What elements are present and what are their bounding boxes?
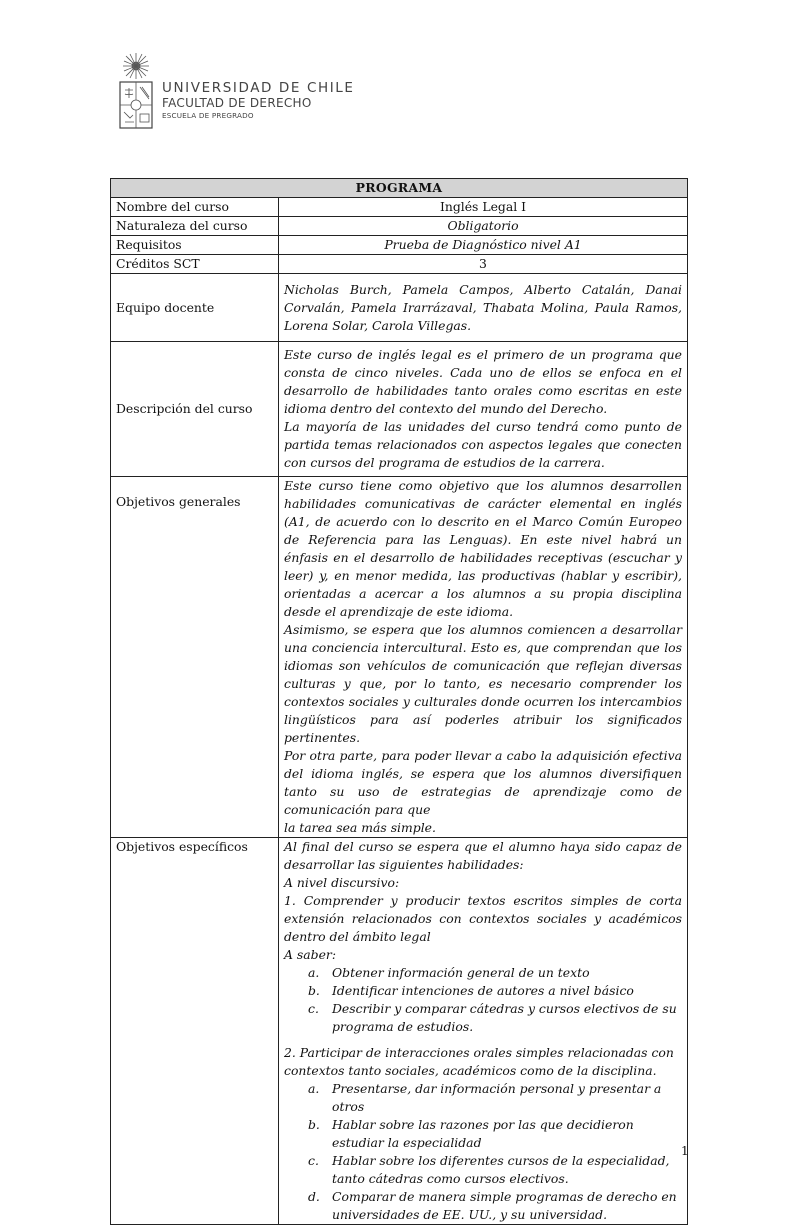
description-paragraph: Este curso de inglés legal es el primero de un programa que consta de cinco niveles. Cada uno de ellos se enfoca en el desarrollo de habilidades tanto orales como escritas en este idioma dentro del contexto del mundo del Derecho. bbox=[284, 347, 682, 416]
course-requirements: Prueba de Diagnóstico nivel A1 bbox=[279, 236, 688, 255]
objective-item-1: 1. Comprender y producir textos escritos simples de corta extensión relacionados con contextos sociales y académicos dentro del ámbito legal bbox=[284, 893, 682, 944]
row-label: Nombre del curso bbox=[111, 198, 279, 217]
course-credits: 3 bbox=[279, 255, 688, 274]
course-nature: Obligatorio bbox=[279, 217, 688, 236]
row-label: Descripción del curso bbox=[111, 342, 279, 477]
objectives-paragraph: Este curso tiene como objetivo que los alumnos desarrollen habilidades comunicativas de carácter elemental en inglés (A1, de acuerdo con lo descrito en el Marco Común Europeo de Referencia para las Lenguas). En este nivel habrá un énfasis en el desarrollo de habilidades receptivas (escuchar y leer) y, en menor medida, las productivas (hablar y escribir), orientadas a acercar a los alumnos a su propia disciplina desde el aprendizaje de este idioma. bbox=[284, 478, 682, 619]
general-objectives bbox=[279, 477, 688, 838]
row-label: Créditos SCT bbox=[111, 255, 279, 274]
specific-objectives bbox=[279, 838, 688, 1225]
row-nombre bbox=[111, 198, 688, 217]
objectives-paragraph: Por otra parte, para poder llevar a cabo la adquisición efectiva del idioma inglés, se espera que los alumnos diversifiquen tanto su uso de estrategias de aprendizaje como de comunicación para que bbox=[284, 748, 682, 817]
list-item: a. Presentarse, dar información personal y presentar a otros bbox=[308, 1081, 662, 1114]
list-item: c. Hablar sobre los diferentes cursos de la especialidad, tanto cátedras como cursos electivos. bbox=[308, 1153, 670, 1186]
university-crest-icon bbox=[118, 52, 154, 130]
row-creditos bbox=[111, 255, 688, 274]
row-label: Objetivos generales bbox=[111, 477, 279, 838]
university-name: UNIVERSIDAD DE CHILE bbox=[162, 80, 355, 96]
document-header bbox=[118, 52, 355, 132]
school-name: ESCUELA DE PREGRADO bbox=[162, 111, 254, 120]
row-descripcion bbox=[111, 342, 688, 477]
list-item: a. Obtener información general de un texto bbox=[308, 965, 590, 980]
row-naturaleza bbox=[111, 217, 688, 236]
program-title: PROGRAMA bbox=[111, 179, 688, 198]
objectives-paragraph: Asimismo, se espera que los alumnos comiencen a desarrollar una conciencia intercultural. Esto es, que comprendan que los idiomas son vehículos de comunicación que reflejan diversas culturas y que, por lo tanto, es necesario comprender los contextos sociales y culturales donde ocurren los intercambios lingüísticos para así poderles atribuir los significados pertinentes. bbox=[284, 622, 682, 745]
row-label: Requisitos bbox=[111, 236, 279, 255]
institution-name bbox=[162, 80, 355, 121]
objectives-paragraph: la tarea sea más simple. bbox=[284, 820, 436, 835]
row-label: Objetivos específicos bbox=[111, 838, 279, 1225]
row-equipo bbox=[111, 274, 688, 342]
spacer bbox=[284, 1036, 682, 1044]
sub-objectives-list-2 bbox=[284, 1080, 682, 1224]
description-paragraph: La mayoría de las unidades del curso tendrá como punto de partida temas relacionados con aspectos legales que conecten con cursos del programa de estudios de la carrera. bbox=[284, 419, 682, 470]
row-label: Equipo docente bbox=[111, 274, 279, 342]
a-saber: A saber: bbox=[284, 947, 336, 962]
list-item: d. Comparar de manera simple programas de derecho en universidades de EE. UU., y su universidad. bbox=[308, 1189, 677, 1222]
teaching-team: Nicholas Burch, Pamela Campos, Alberto Catalán, Danai Corvalán, Pamela Irarrázaval, Thabata Molina, Paula Ramos, Lorena Solar, Carola Villegas. bbox=[279, 274, 688, 342]
objective-item-2: 2. Participar de interacciones orales simples relacionadas con contextos tanto sociales, académicos como de la disciplina. bbox=[284, 1045, 674, 1078]
course-name: Inglés Legal I bbox=[279, 198, 688, 217]
faculty-name: FACULTAD DE DERECHO bbox=[162, 96, 312, 110]
program-table bbox=[110, 178, 688, 1225]
page-number: 1 bbox=[681, 1144, 689, 1158]
row-objetivos-especificos bbox=[111, 838, 688, 1225]
row-label: Naturaleza del curso bbox=[111, 217, 279, 236]
discursive-level: A nivel discursivo: bbox=[284, 875, 400, 890]
row-objetivos-generales bbox=[111, 477, 688, 838]
objectives-intro: Al final del curso se espera que el alumno haya sido capaz de desarrollar las siguientes habilidades: bbox=[284, 839, 682, 872]
list-item: c. Describir y comparar cátedras y cursos electivos de su programa de estudios. bbox=[308, 1001, 677, 1034]
row-requisitos bbox=[111, 236, 688, 255]
course-description bbox=[279, 342, 688, 477]
list-item: b. Identificar intenciones de autores a nivel básico bbox=[308, 983, 634, 998]
list-item: b. Hablar sobre las razones por las que decidieron estudiar la especialidad bbox=[308, 1117, 634, 1150]
sub-objectives-list-1 bbox=[284, 964, 682, 1036]
program-title-row bbox=[111, 179, 688, 198]
